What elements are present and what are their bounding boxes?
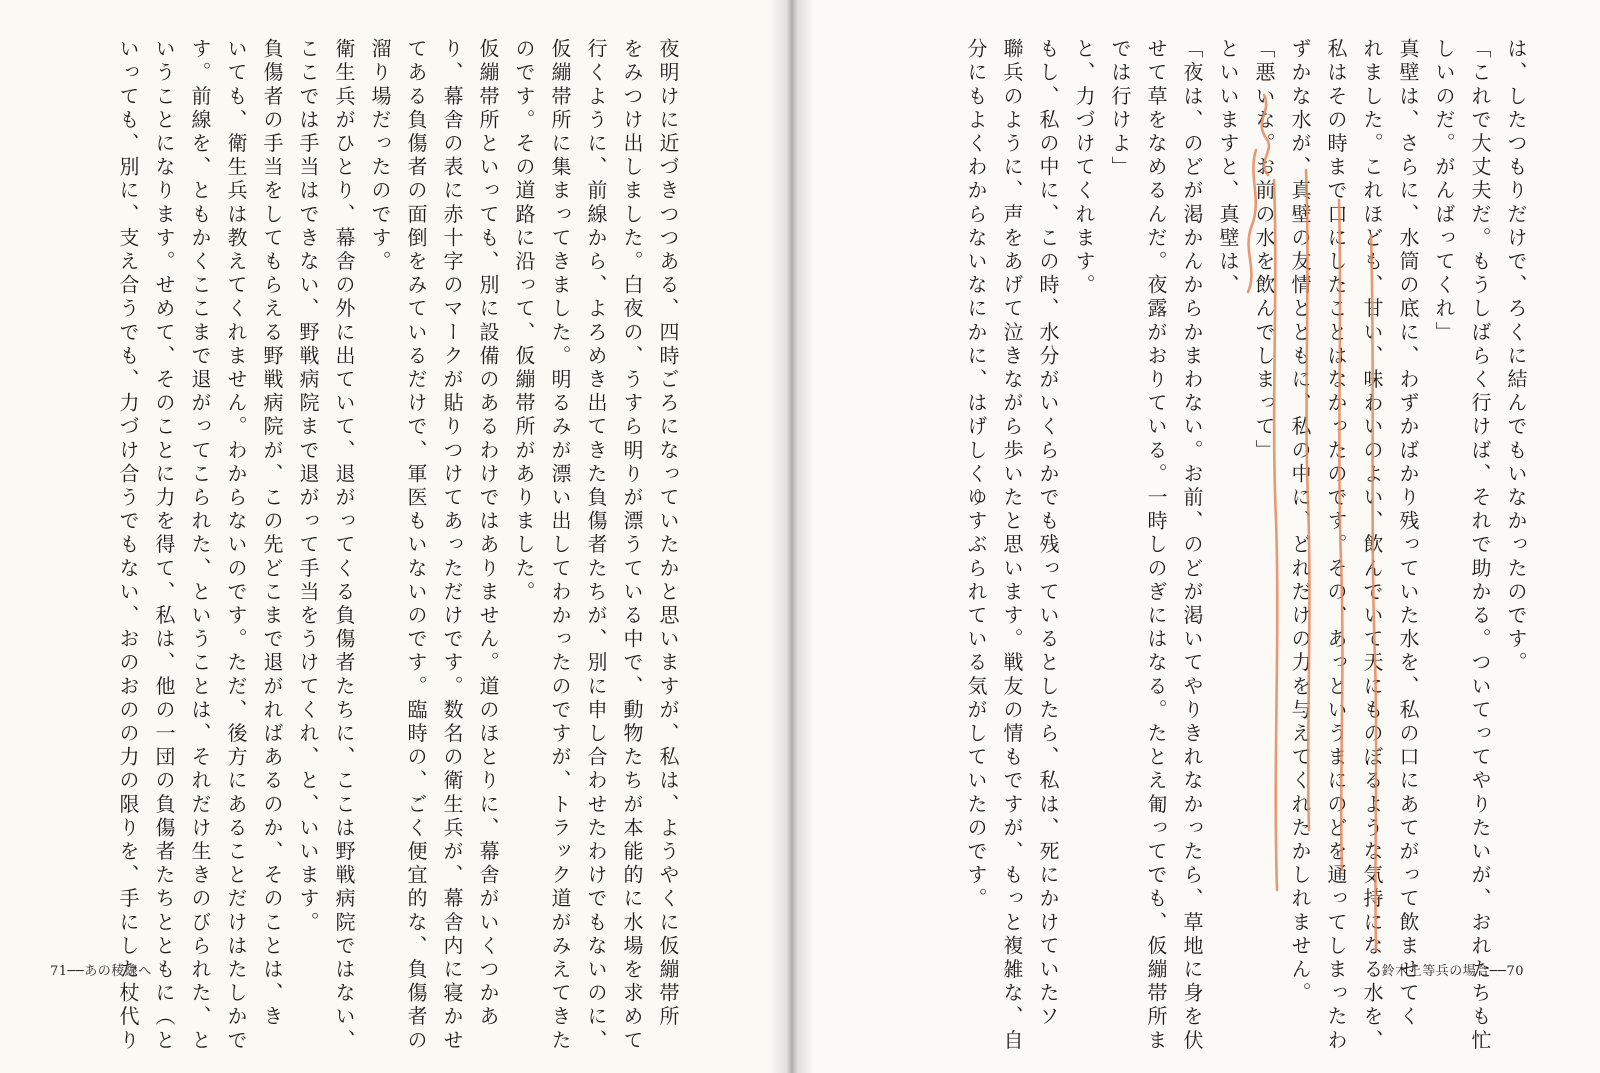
text-line: もし、私の中に、この時、水分がいくらかでも残っているとしたら、私は、死にかけていたソ xyxy=(1036,38,1060,1030)
text-line: 負傷者の手当をしてもらえる野戦病院が、この先どこまで退がればあるのか、そのことは、き xyxy=(260,38,284,1030)
text-line: は、したつもりだけで、ろくに結んでもいなかったのです。 xyxy=(1504,38,1528,676)
text-line: 夜明けに近づきつつある、四時ごろになっていたかと思いますが、私は、ようやくに仮繃帯所 xyxy=(656,38,680,1030)
text-line: 真壁は、さらに、水筒の底に、わずかばかり残っていた水を、私の口にあてがって飲ませてく xyxy=(1396,38,1420,1030)
text-line: と、力づけてくれます。 xyxy=(1072,38,1096,298)
text-line: いても、衛生兵は教えてくれません。わからないのです。ただ、後方にあることだけはたしかで xyxy=(224,38,248,1053)
text-line: いうことになります。せめて、そのことに力を得て、私は、他の一団の負傷者たちとともに（と xyxy=(152,38,176,1053)
text-line: いっても、別に、支え合うでも、力づけ合うでもない、おのおのの力の限りを、手にした杖代り xyxy=(116,38,140,1053)
left-page xyxy=(0,0,786,1073)
right-page-folio: 鈴木上等兵の場合──70 xyxy=(1381,964,1524,979)
text-line: てある負傷者の面倒をみているだけで、軍医もいないのです。臨時の、ごく便宜的な、負傷者の xyxy=(404,38,428,1053)
text-line: せて草をなめるんだ。夜露がおりている。一時しのぎにはなる。たとえ匍ってでも、仮繃帯所ま xyxy=(1144,38,1168,1053)
text-line: では行けよ」 xyxy=(1108,38,1132,180)
text-line: といいますと、真壁は、 xyxy=(1216,38,1240,298)
right-page xyxy=(786,0,1600,1073)
text-line: 「悪いな。お前の水を飲んでしまって」 xyxy=(1252,38,1276,463)
text-line: 「夜は、のどが渇かんからかまわない。お前、のどが渇いてやりきれなかったら、草地に身を伏 xyxy=(1180,38,1204,1053)
text-line: 溜り場だったのです。 xyxy=(368,38,392,274)
text-line: 仮繃帯所といっても、別に設備のあるわけではありません。道のほとりに、幕舎がいくつかあ xyxy=(476,38,500,1030)
text-line: 「これで大丈夫だ。もうしばらく行けば、それで助かる。ついてってやりたいが、おれたちも忙 xyxy=(1468,38,1492,1053)
left-page-folio: 71──あの稜線へ xyxy=(50,964,152,979)
text-line: れました。これほども、甘い、味わいのよい、飲んでいて天にものぼるような気持になる水を、 xyxy=(1360,38,1384,1053)
text-line: 仮繃帯所に集まってきました。明るみが漂い出してわかったのですが、トラック道がみえてきた xyxy=(548,38,572,1053)
text-line: ずかな水が、真壁の友情とともに、私の中に、どれだけの力を与えてくれたかしれません。 xyxy=(1288,38,1312,1006)
text-line: 聯兵のように、声をあげて泣きながら歩いたと思います。戦友の情もですが、もっと複雑な、自 xyxy=(1000,38,1024,1053)
text-line: 分にもよくわからないなにかに、はげしくゆすぶられている気がしていたのです。 xyxy=(964,38,988,912)
text-line: をみつけ出しました。白夜の、うすら明りが漂うている中で、動物たちが本能的に水場を求めて xyxy=(620,38,644,1053)
text-line: 私はその時まで口にしたことはなかったのです。その、あっというまにのどを通ってしまったわ xyxy=(1324,38,1348,1053)
text-line: ここでは手当はできない、野戦病院まで退がって手当をうけてくれ、と、いいます。 xyxy=(296,38,320,935)
text-line: す。前線を、ともかくここまで退がってこられた、ということは、それだけ生きのびられた、と xyxy=(188,38,212,1053)
text-line: 衛生兵がひとり、幕舎の外に出ていて、退がってくる負傷者たちに、ここは野戦病院ではない、 xyxy=(332,38,356,1053)
text-line: 行くように、前線から、よろめき出てきた負傷者たちが、別に申し合わせたわけでもないのに、 xyxy=(584,38,608,1053)
text-line: り、幕舎の表に赤十字のマークが貼りつけてあっただけです。数名の衛生兵が、幕舎内に寝かせ xyxy=(440,38,464,1053)
text-line: しいのだ。がんばってくれ」 xyxy=(1432,38,1456,345)
text-line: のです。その道路に沿って、仮繃帯所がありました。 xyxy=(512,38,536,605)
